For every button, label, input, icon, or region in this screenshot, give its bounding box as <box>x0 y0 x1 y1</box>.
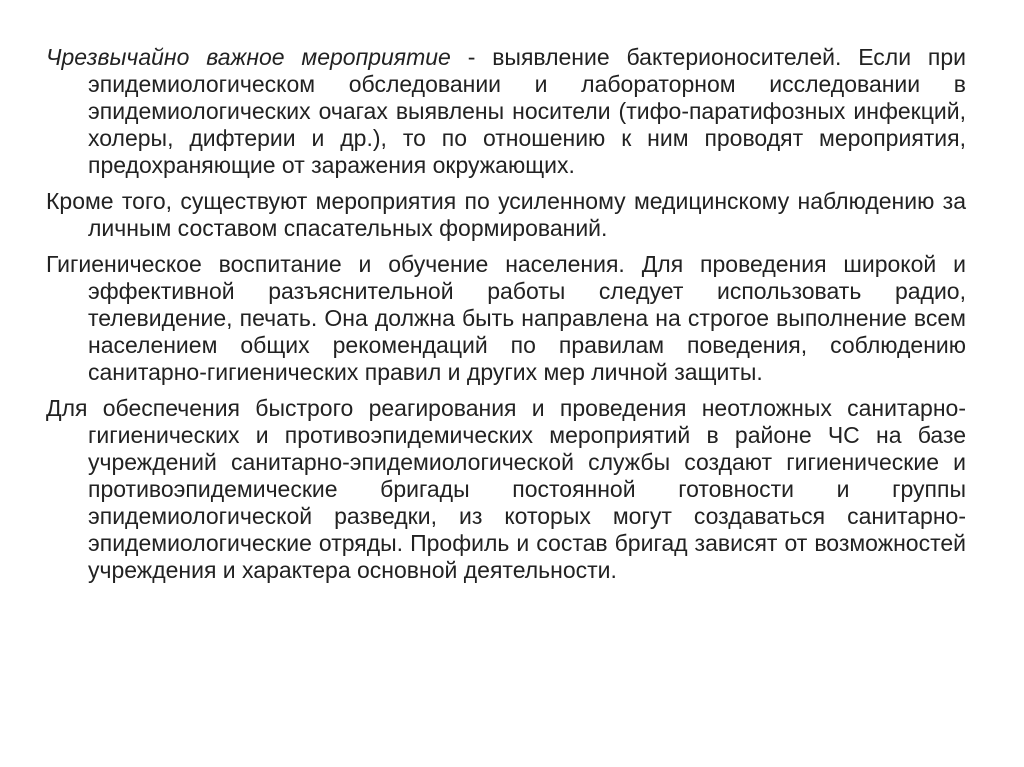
paragraph-carrier-detection <box>46 44 966 179</box>
paragraph-hygiene-education <box>46 251 966 386</box>
paragraph-text: - выявление бактерионосителей. Если при эпидемиологическом обследовании и лабораторном исследовании в эпидемиологических очагах выявлены носители (тифо-паратифозных инфекций, холеры, дифтерии и др.), то по отношению к ним проводят мероприятия, предохраняющие от заражения окружающих. <box>88 44 966 178</box>
emphasized-phrase: Чрезвычайно важное мероприятие <box>46 44 451 70</box>
slide-text-body <box>46 44 966 593</box>
paragraph-medical-observation <box>46 188 966 242</box>
paragraph-text: Гигиеническое воспитание и обучение населения. Для проведения широкой и эффективной разъяснительной работы следует использовать радио, телевидение, печать. Она должна быть направлена на строгое выполнение всем населением общих рекомендаций по правилам поведения, соблюдению санитарно-гигиенических правил и других мер личной защиты. <box>46 251 966 385</box>
paragraph-text: Кроме того, существуют мероприятия по усиленному медицинскому наблюдению за личным составом спасательных формирований. <box>46 188 966 241</box>
paragraph-text: Для обеспечения быстрого реагирования и проведения неотложных санитарно-гигиенических и противоэпидемических мероприятий в районе ЧС на базе учреждений санитарно-эпидемиологической службы создают гигиенические и противоэпидемические бригады постоянной готовности и группы эпидемиологической разведки, из которых могут создаваться санитарно-эпидемиологические отряды. Профиль и состав бригад зависят от возможностей учреждения и характера основной деятельности. <box>46 395 966 583</box>
paragraph-rapid-response-brigades <box>46 395 966 584</box>
